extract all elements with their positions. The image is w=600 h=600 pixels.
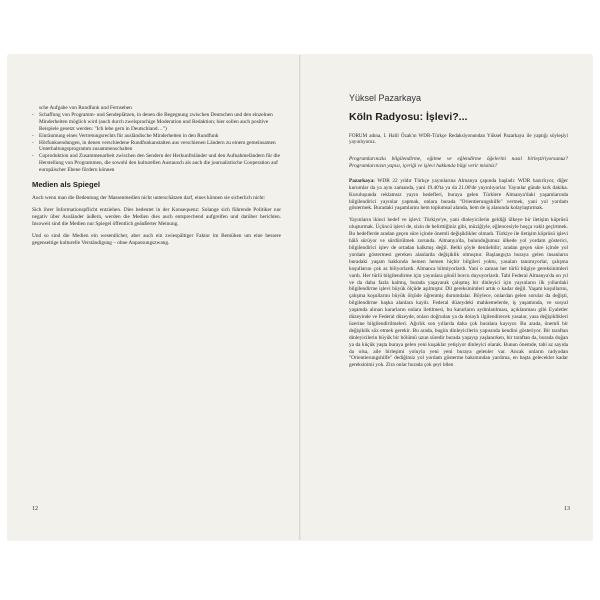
speaker-label: Pazarkaya:	[349, 177, 375, 184]
interview-question: Programlarınızla bilgilendirme, eğitme ve eğlendirme öğelerini nasıl birleştiriyorsunuz? Programlarınızın yapısı, içeriği ve işlevi hakkında bilgi verir misiniz?	[349, 156, 568, 169]
list-item-text: Coproduktion und Zusammenarbeit zwischen den Sendern der Herkunftsländer und den Aufnahmeländern für die Herstellung von Programmen, die sowohl den kulturellen Austausch als auch die journalistische Cooperation auf europäischer Ebene fördern können	[39, 153, 280, 174]
paragraph: Auch wenn man die Bedeutung der Massenmedien nicht unterschätzen darf, eines können sie sicherlich nicht:	[32, 194, 266, 201]
list-item	[32, 133, 281, 140]
list-item	[32, 153, 281, 174]
dash-bullet: -	[32, 111, 34, 118]
right-page	[301, 55, 592, 540]
paragraph	[349, 178, 568, 213]
section-heading: Medien als Spiegel	[32, 180, 100, 190]
list-item	[32, 140, 281, 154]
dash-bullet: -	[32, 132, 34, 139]
article-title: Köln Radyosu: İşlevi?...	[349, 110, 468, 123]
paragraph: Yayınların ikinci hedef ve işlevi: Türkiye'ye, yani dinleyicilerin geldiği ülkeye bir iletişim köprüsü oluşturmak. Üçüncü işlevi de, sizin de belirttiğiniz gibi, müziğiyle, eğlencesiyle hoşça vakit geçirtmek. Bu hedeflerde aradan geçen süre içinde önemli değişiklikler olmadı. Türkiye ile iletişim köprüsü işlevi hâlâ sürüyor ve sürdürülmek zorunda. Almanya'da, bulunduğumuz ülkede yol yordam gösterici, bilgilendirici işlev de ortadan kalkmış değil. Belki şöyle denilebilir; aradan geçen süre içinde yol yordam göstermesi gereken alanlarda değişiklik olmuştur. Başlangıçta buraya gelen insanların buradaki yaşam hakkında hemen hemen hiçbir bilgileri yoktu, yasaları tanımıyorlar, çalışma koşullarını çok az biliyorlardı. Almanca bilmiyorlardı. Yani o zaman her türlü bilgiye gereksinimleri vardı. Her türlü bilgilendirme için yayınlara gönül borcu duyuyorlardı. Tabi Federal Almanya'da on yıl ve da daha fazla kalmış, burada yaşayarak çalışmış bir dinleyici için yayınların ilk yıllardaki bilgilendirme işlevi büyük ölçüde aşılmıştır. Dil gereksinimleri artık o kadar değil. Yaşam koşullarını, çalışma koşullarını büyük ölçüde öğrenmiş durumdalar. Böylece, onlardan gelen sorular da değişti, bilgilendirme başka alanlara kaydı. Federal düzeydeki mahkemelerde, iş yaşamında, ve sosyal yaşamda alınan kararların onlara iletilmesi, bu kararların aydınlatılması, açıklanması gibi Eyaletler düzeyinde ve Federal düzeyde, onları doğrudan ya da dolaylı ilgilendirecek yasalar, yasa değişiklikleri üzerine bilgilendirilmeleri. Ağırlık son yıllarda daha çok buralara kayıyor. Bu arada, önemli bir değişiklik söz etmek gerekir. Bu arada, bugün dinleyicilerin yapısında kendini gösteriyor. Bir taraftan dinleyicilerin büyük bir bölümü uzun süredir burada yaşayıp yaşlanırken, bir taraftan da, burada doğan ya da küçük yaşta buraya gelen yeni kuşaklar yetişiyor dinleyici olarak. Bunun önemde, tabi az sayıda da olsa, aile birleşimi yoluyla yeni yeni buraya gelenler var. Ancak onların radyodan "Orientierungshilfe" dediğimiz yol yordam gösterme bakımından yardıma, en başta gelecekler kadar gereksinimi yok. Zira onlar burada çok şeyi bilen	[349, 217, 568, 369]
paragraph: Sich ihrer Informationspflicht entziehen. Dies bedeutet in der Konsequenz: Solange sich führende Politiker nur negativ über Ausländer äußern, werden die Medien dies auch entsprechend aufgreifen und darüber berichten. Insoweit sind die Medien nur Spiegel öffentlich geäußerter Meinung.	[32, 206, 281, 227]
list-item-text: Hörfunksendungen, in denen verschiedene Rundfunkanstalten aus verschienen Ländern zu einem gemeinsamen Unterhaltungsprogramm zusammenschalten	[39, 139, 276, 153]
continuation-text: sche Aufgabe von Rundfunk und Fernsehen	[39, 105, 132, 111]
list-item	[32, 112, 281, 133]
list-item-text: Schaffung von Programm- und Sendeplätzen, in denen die Begegnung zwischen Deutschen und den einzelnen Minderheiten möglich wird (auch durch zweisprachige Moderation und Redaktion; hier sollen auch positive Beispiele gesetzt werden: "Ich lebe gern in Deutschland…")	[39, 111, 273, 132]
right-page-column	[349, 95, 568, 374]
paragraph-text: WDR 22 yıldır Türkçe yayınlarına Almanya çapında başladı: WDR hazırlıyor, diğer kurumlar da ya aynı zamanda, yani 19.40'ta ya da 21.00'de yayınlıyorlar. Yayınlar günde kırk dakika. Kuruluşunda reklamsız yayın hedefleri, buraya gelen Türklere Almanya'daki yaşamlarında bilgilendirici yayınlar yapmak, onlara burada "Orientierungshilfe" vermek, yani yol yordam göstermek. Buradaki yaşamlarını hem toplumsal alanda, hem de iş alanında kolaylaştırmak.	[349, 177, 568, 212]
page-number: 12	[32, 506, 38, 512]
left-page-column	[32, 105, 281, 251]
dash-bullet: -	[32, 153, 34, 160]
book-gutter	[299, 55, 301, 540]
list-item-text: Einräumung eines Vertretungsrechts für ausländische Minderheiten in den Rundfunk	[39, 132, 219, 139]
author-name: Yüksel Pazarkaya	[349, 93, 422, 103]
page-number: 13	[564, 506, 570, 512]
paragraph: Und so sind die Medien ein wesentlicher, aber auch ein zwiespältiger Faktor im Bemühen um eine bessere gegenseitige kulturelle Verständigung – ohne Anpassungszwang.	[32, 232, 281, 246]
dash-bullet: -	[32, 139, 34, 146]
intro-text: FORUM adına, I. Halil Özak'ın WDR-Türkçe Redaksiyonundan Yüksel Pazarkaya ile yaptığı söyleşiyi yayınlıyoruz.	[349, 132, 568, 146]
left-page	[8, 55, 299, 540]
